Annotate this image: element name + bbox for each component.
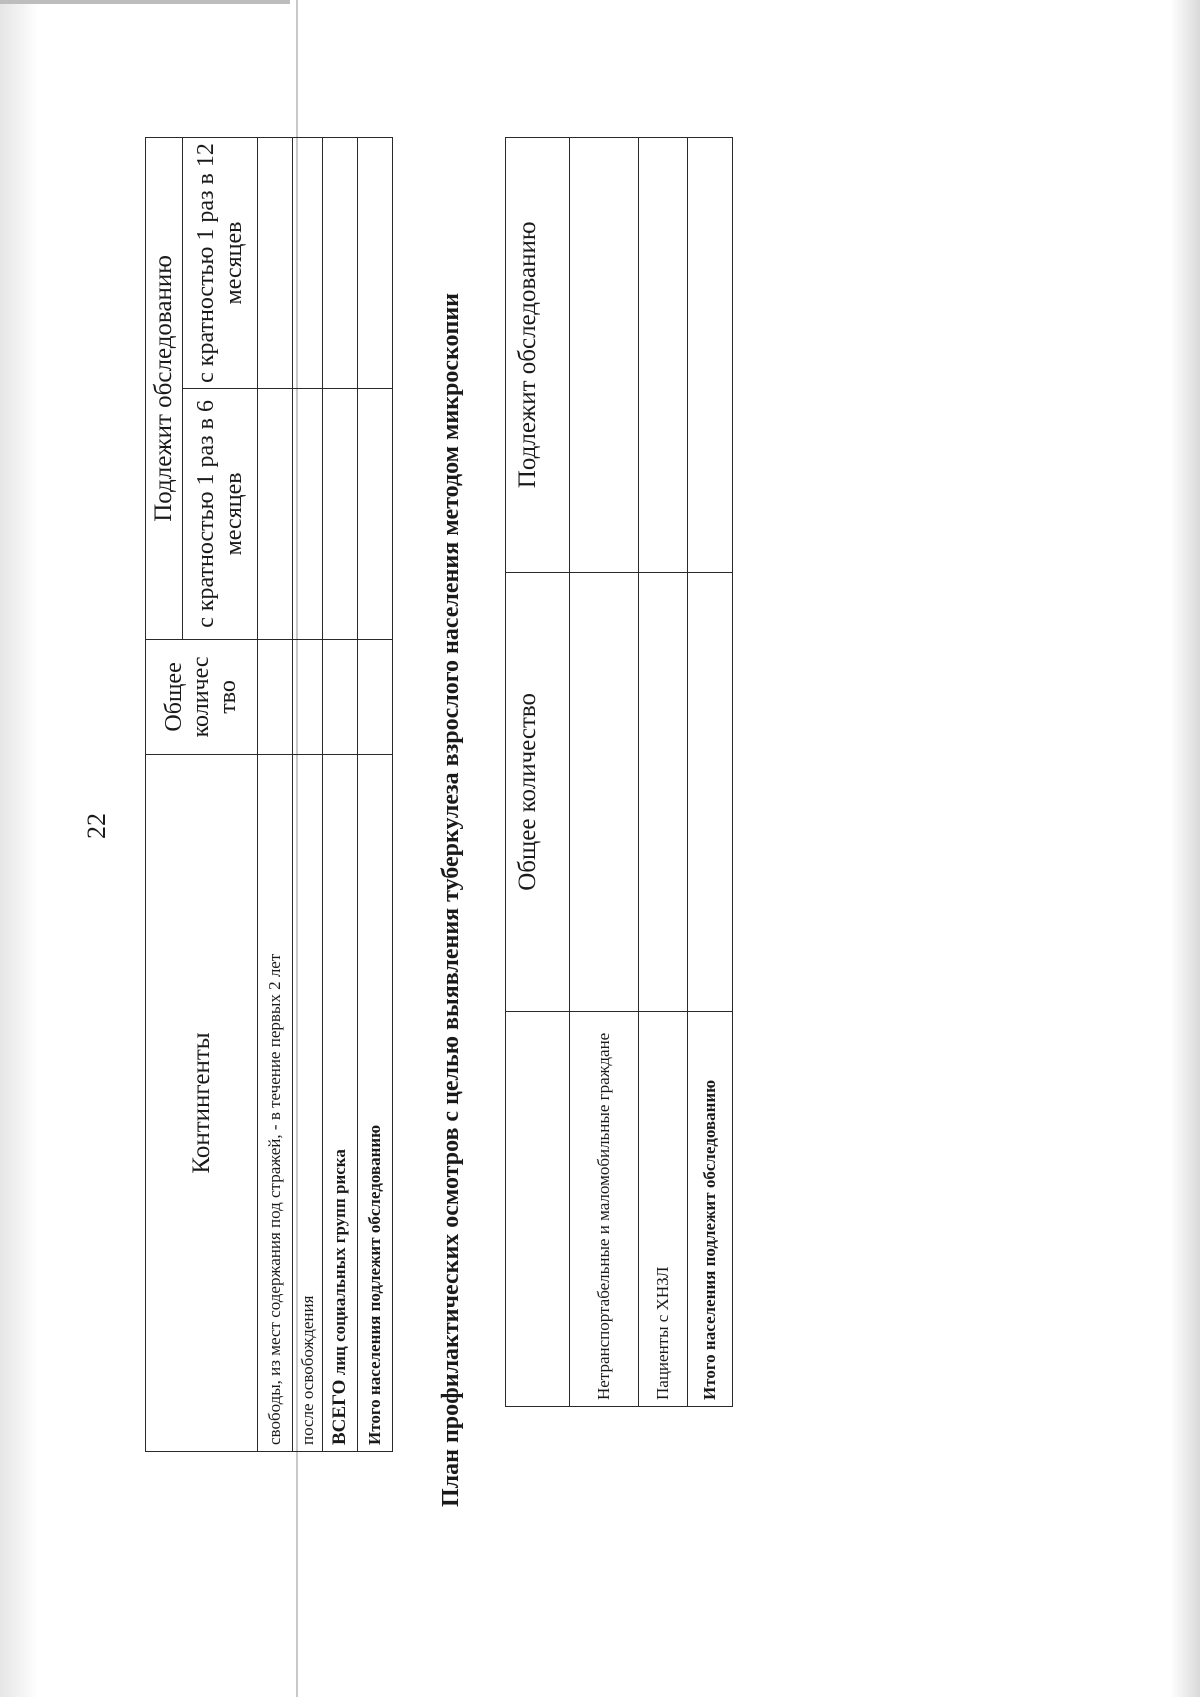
cell-subject — [570, 138, 639, 573]
row-label: Итого населения подлежит обследованию — [688, 1012, 733, 1407]
table-row — [258, 138, 293, 1452]
row-label-total-risk-groups — [323, 755, 358, 1452]
table-row — [323, 138, 358, 1452]
cell-freq-6 — [293, 388, 323, 639]
cell-total — [639, 572, 688, 1011]
cell-freq-12 — [358, 138, 393, 389]
row-label-text: лиц социальных групп риска — [330, 1149, 349, 1376]
cell-total — [570, 572, 639, 1011]
cell-freq-12 — [258, 138, 293, 389]
table-row — [688, 138, 733, 1407]
cell-freq-6 — [323, 388, 358, 639]
cell-total — [258, 639, 293, 754]
cell-total — [688, 572, 733, 1011]
cell-freq-12 — [293, 138, 323, 389]
header-total-count: Общее количество — [506, 572, 570, 1011]
row-label: свободы, из мест содержания под стражей, - в течение первых 2 лет — [258, 755, 293, 1452]
page-number: 22 — [82, 813, 111, 839]
cell-subject — [639, 138, 688, 573]
cell-total — [323, 639, 358, 754]
table1-header-row — [146, 138, 183, 1452]
cell-freq-6 — [258, 388, 293, 639]
header-frequency-12-months: с кратностью 1 раз в 12 месяцев — [183, 138, 258, 389]
table-row — [639, 138, 688, 1407]
cell-freq-6 — [358, 388, 393, 639]
cell-total — [358, 639, 393, 754]
table-row — [570, 138, 639, 1407]
table-row — [293, 138, 323, 1452]
row-label: после освобождения — [293, 755, 323, 1452]
table2-header-row — [506, 138, 570, 1407]
row-label-bold-prefix: ВСЕГО — [329, 1379, 350, 1445]
header-total-count: Общее количес тво — [146, 639, 258, 754]
row-label: Пациенты с ХНЗЛ — [639, 1012, 688, 1407]
row-label: Итого населения подлежит обследованию — [358, 755, 393, 1452]
contingents-table — [145, 137, 393, 1452]
row-label: Нетранспортабельные и маломобильные граждане — [570, 1012, 639, 1407]
header-subject-to-exam: Подлежит обследованию — [146, 138, 183, 640]
cell-freq-12 — [323, 138, 358, 389]
cell-subject — [688, 138, 733, 573]
header-empty — [506, 1012, 570, 1407]
table-row — [358, 138, 393, 1452]
header-contingents: Контингенты — [146, 755, 258, 1452]
header-frequency-6-months: с кратностью 1 раз в 6 месяцев — [183, 388, 258, 639]
microscopy-plan-table — [505, 137, 733, 1407]
plan-title: План профилактических осмотров с целью выявления туберкулеза взрослого населения методом микроскопии — [438, 292, 464, 1507]
header-subject-to-exam: Подлежит обследованию — [506, 138, 570, 573]
cell-total — [293, 639, 323, 754]
